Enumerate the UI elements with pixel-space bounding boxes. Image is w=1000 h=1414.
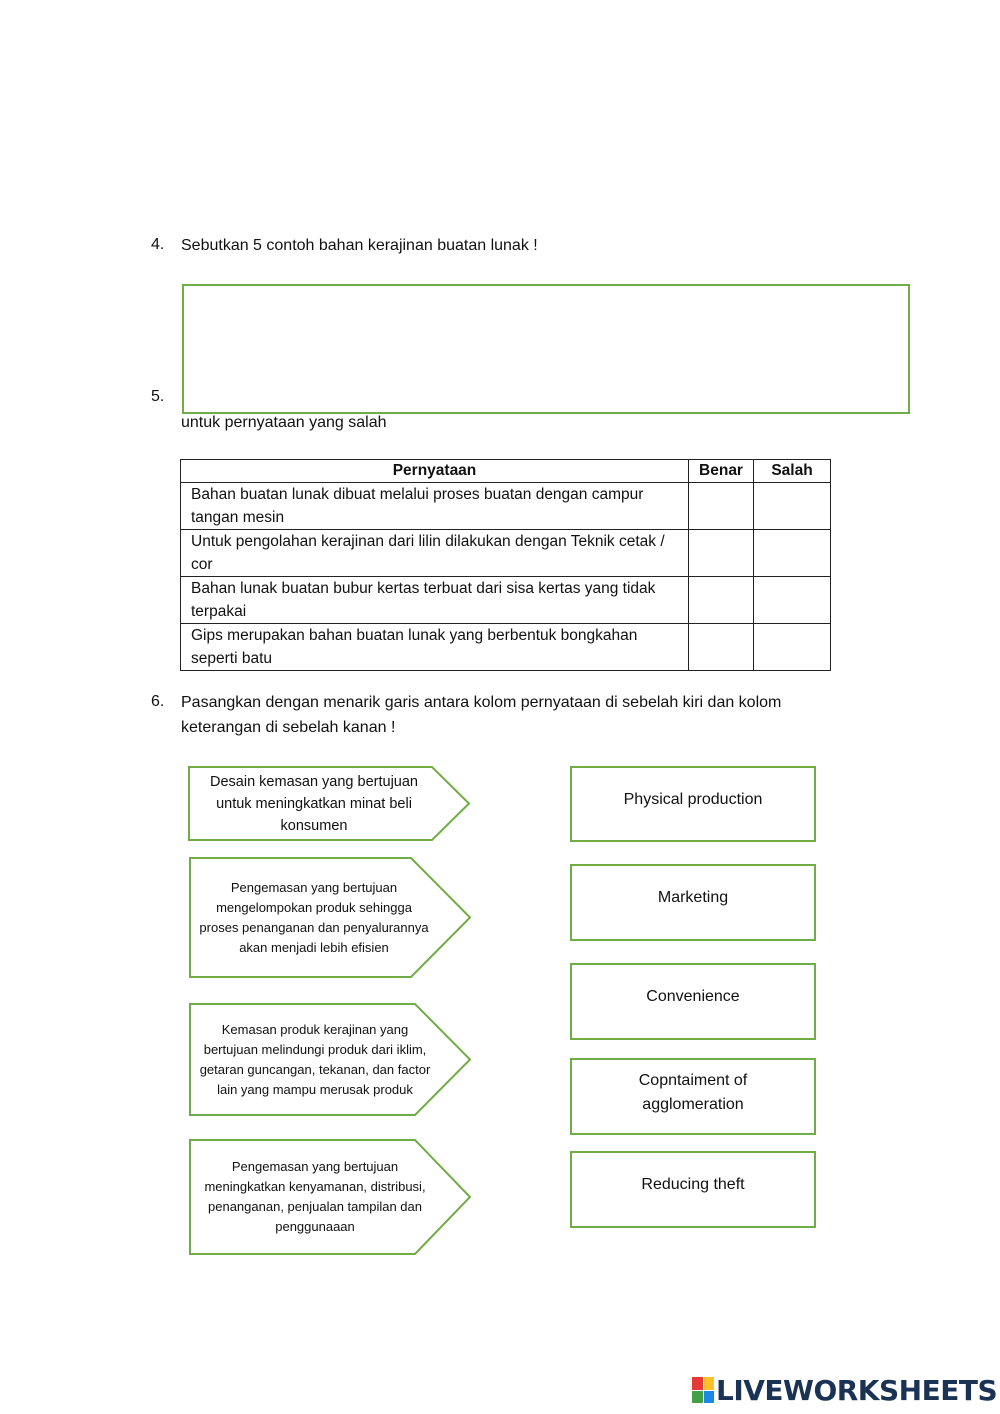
left-match-item-3[interactable] [189, 1003, 471, 1116]
false-cell[interactable] [754, 624, 831, 671]
right-match-text: Physical production [623, 791, 763, 808]
statement-cell: Bahan lunak buatan bubur kertas terbuat dari sisa kertas yang tidak terpakai [181, 577, 689, 624]
table-row [181, 483, 831, 530]
right-match-item-1[interactable] [570, 766, 816, 842]
left-match-text: Kemasan produk kerajinan yang bertujuan melindungi produk dari iklim, getaran guncangan, tekanan, dan factor lain yang mampu merusak produk [199, 1021, 431, 1097]
q4-answer-input[interactable] [182, 284, 910, 414]
right-match-text: Marketing [657, 889, 729, 906]
statement-cell: Untuk pengolahan kerajinan dari lilin dilakukan dengan Teknik cetak / cor [181, 530, 689, 577]
true-cell[interactable] [689, 483, 754, 530]
q4-number: 4. [151, 236, 165, 253]
false-cell[interactable] [754, 577, 831, 624]
right-match-item-3[interactable] [570, 963, 816, 1040]
brand-logo-icon [692, 1377, 714, 1403]
true-cell[interactable] [689, 530, 754, 577]
right-match-text: Copntaiment of agglomeration [638, 1072, 748, 1113]
q5-text-line2: untuk pernyataan yang salah [181, 414, 387, 431]
true-cell[interactable] [689, 577, 754, 624]
table-row [181, 577, 831, 624]
left-match-text: Pengemasan yang bertujuan mengelompokan produk sehingga proses penanganan dan penyalurannya akan menjadi lebih efisien [199, 879, 429, 955]
left-match-item-4[interactable] [189, 1139, 471, 1255]
left-match-text: Pengemasan yang bertujuan meningkatkan kenyamanan, distribusi, penanganan, penjualan tampilan dan penggunaaan [204, 1159, 426, 1234]
header-statement: Pernyataan [181, 460, 689, 483]
true-false-table [180, 459, 831, 671]
q6-text-line2: keterangan di sebelah kanan ! [181, 719, 396, 736]
right-match-text: Convenience [646, 988, 740, 1005]
header-false: Salah [754, 460, 831, 483]
table-row [181, 530, 831, 577]
right-match-item-4[interactable] [570, 1058, 816, 1135]
q5-number: 5. [151, 388, 165, 405]
liveworksheets-brand [692, 1374, 997, 1406]
q6-number: 6. [151, 693, 165, 710]
false-cell[interactable] [754, 530, 831, 577]
q6-text-line1: Pasangkan dengan menarik garis antara kolom pernyataan di sebelah kiri dan kolom [181, 694, 782, 711]
right-match-text: Reducing theft [641, 1176, 745, 1193]
statement-cell: Bahan buatan lunak dibuat melalui proses buatan dengan campur tangan mesin [181, 483, 689, 530]
right-match-item-5[interactable] [570, 1151, 816, 1228]
left-match-text: Desain kemasan yang bertujuan untuk meningkatkan minat beli konsumen [210, 773, 418, 834]
table-row [181, 624, 831, 671]
q4-text: Sebutkan 5 contoh bahan kerajinan buatan lunak ! [181, 237, 538, 254]
brand-name: LIVEWORKSHEETS [716, 1373, 998, 1407]
false-cell[interactable] [754, 483, 831, 530]
statement-cell: Gips merupakan bahan buatan lunak yang berbentuk bongkahan seperti batu [181, 624, 689, 671]
header-true: Benar [689, 460, 754, 483]
right-match-item-2[interactable] [570, 864, 816, 941]
true-cell[interactable] [689, 624, 754, 671]
left-match-item-2[interactable] [189, 857, 471, 978]
left-match-item-1[interactable] [188, 766, 470, 841]
